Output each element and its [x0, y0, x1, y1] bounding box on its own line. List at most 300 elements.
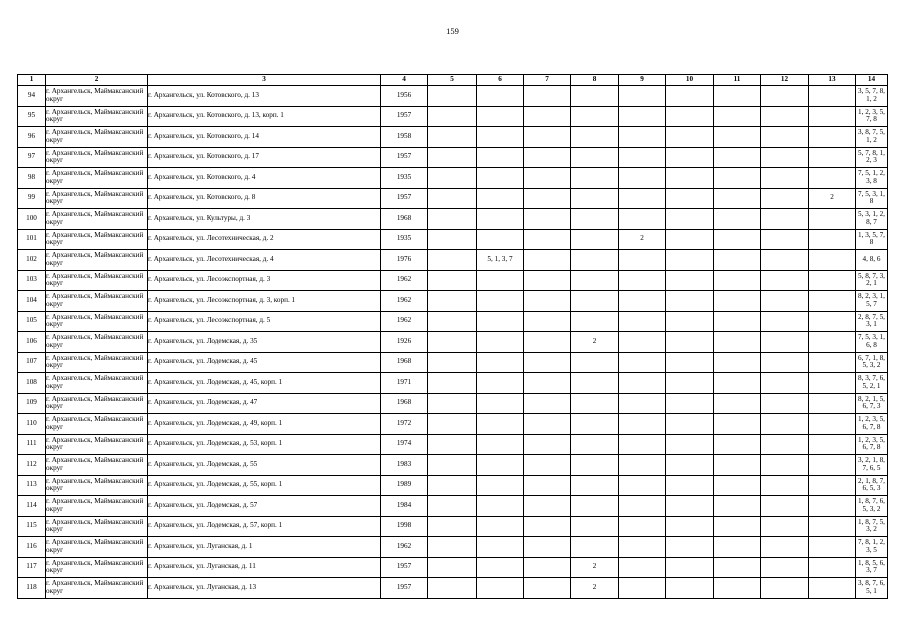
- col-9-cell: [619, 332, 666, 353]
- col-12-cell: [761, 86, 809, 107]
- col-6-cell: [477, 168, 524, 189]
- col-5-cell: [428, 455, 477, 476]
- col-13-cell: [809, 434, 856, 455]
- col-10-cell: [666, 475, 714, 496]
- district-cell: г. Архангельск, Маймаксанский округ: [46, 270, 148, 291]
- row-number: 99: [18, 188, 46, 209]
- col-6-cell: [477, 434, 524, 455]
- address-cell: г. Архангельск, ул. Лодемская, д. 47: [148, 393, 381, 414]
- table-row: [18, 229, 888, 250]
- col-12-cell: [761, 188, 809, 209]
- col-8-cell: 2: [571, 332, 619, 353]
- col-14-cell: 6, 7, 1, 8, 5, 3, 2: [856, 352, 888, 373]
- year-cell: 1968: [381, 352, 428, 373]
- year-cell: 1971: [381, 373, 428, 394]
- col-12-cell: [761, 209, 809, 230]
- col-9-cell: 2: [619, 229, 666, 250]
- row-number: 102: [18, 250, 46, 271]
- col-11-cell: [714, 557, 761, 578]
- year-cell: 1962: [381, 270, 428, 291]
- year-cell: 1926: [381, 332, 428, 353]
- col-9-cell: [619, 188, 666, 209]
- col-6-cell: [477, 537, 524, 558]
- col-11-cell: [714, 332, 761, 353]
- col-9-cell: [619, 250, 666, 271]
- col-5-cell: [428, 475, 477, 496]
- col-10-cell: [666, 393, 714, 414]
- col-13-cell: [809, 168, 856, 189]
- page-number: 159: [446, 26, 459, 36]
- col-13-cell: [809, 537, 856, 558]
- col-10-cell: [666, 106, 714, 127]
- col-14-cell: 7, 8, 1, 2, 3, 5: [856, 537, 888, 558]
- col-10-cell: [666, 455, 714, 476]
- col-12-cell: [761, 537, 809, 558]
- header-row: [18, 75, 888, 86]
- col-14-cell: 4, 8, 6: [856, 250, 888, 271]
- col-6-cell: [477, 352, 524, 373]
- col-9-cell: [619, 127, 666, 148]
- row-number: 118: [18, 578, 46, 599]
- col-8-cell: [571, 496, 619, 517]
- col-8-cell: [571, 475, 619, 496]
- col-8-cell: [571, 106, 619, 127]
- col-6-cell: [477, 557, 524, 578]
- year-cell: 1935: [381, 229, 428, 250]
- col-13-cell: [809, 475, 856, 496]
- district-cell: г. Архангельск, Маймаксанский округ: [46, 291, 148, 312]
- row-number: 108: [18, 373, 46, 394]
- year-cell: 1957: [381, 106, 428, 127]
- address-cell: г. Архангельск, ул. Котовского, д. 8: [148, 188, 381, 209]
- year-cell: 1957: [381, 147, 428, 168]
- col-5-cell: [428, 332, 477, 353]
- col-13-cell: [809, 373, 856, 394]
- col-14-cell: 7, 5, 3, 1, 6, 8: [856, 332, 888, 353]
- col-13-cell: [809, 455, 856, 476]
- column-header-7: 7: [524, 75, 571, 86]
- table-row: [18, 106, 888, 127]
- col-9-cell: [619, 209, 666, 230]
- col-10-cell: [666, 352, 714, 373]
- col-12-cell: [761, 373, 809, 394]
- row-number: 106: [18, 332, 46, 353]
- col-8-cell: [571, 147, 619, 168]
- district-cell: г. Архангельск, Маймаксанский округ: [46, 250, 148, 271]
- row-number: 107: [18, 352, 46, 373]
- col-12-cell: [761, 168, 809, 189]
- col-9-cell: [619, 86, 666, 107]
- column-header-6: 6: [477, 75, 524, 86]
- col-11-cell: [714, 373, 761, 394]
- col-10-cell: [666, 127, 714, 148]
- row-number: 105: [18, 311, 46, 332]
- district-cell: г. Архангельск, Маймаксанский округ: [46, 475, 148, 496]
- district-cell: г. Архангельск, Маймаксанский округ: [46, 127, 148, 148]
- column-header-2: 2: [46, 75, 148, 86]
- col-7-cell: [524, 147, 571, 168]
- year-cell: 1962: [381, 537, 428, 558]
- col-7-cell: [524, 209, 571, 230]
- col-9-cell: [619, 578, 666, 599]
- col-11-cell: [714, 496, 761, 517]
- col-13-cell: [809, 250, 856, 271]
- year-cell: 1989: [381, 475, 428, 496]
- col-8-cell: [571, 516, 619, 537]
- col-11-cell: [714, 106, 761, 127]
- col-14-cell: 3, 8, 7, 6, 5, 1: [856, 578, 888, 599]
- col-5-cell: [428, 352, 477, 373]
- col-11-cell: [714, 311, 761, 332]
- col-7-cell: [524, 291, 571, 312]
- col-6-cell: [477, 209, 524, 230]
- col-14-cell: 1, 8, 7, 6, 5, 3, 2: [856, 496, 888, 517]
- col-6-cell: [477, 229, 524, 250]
- col-10-cell: [666, 311, 714, 332]
- table-row: [18, 311, 888, 332]
- col-6-cell: [477, 393, 524, 414]
- col-6-cell: [477, 414, 524, 435]
- col-5-cell: [428, 168, 477, 189]
- column-header-14: 14: [856, 75, 888, 86]
- column-header-10: 10: [666, 75, 714, 86]
- col-5-cell: [428, 434, 477, 455]
- table-row: [18, 168, 888, 189]
- table-row: [18, 352, 888, 373]
- col-6-cell: [477, 270, 524, 291]
- col-7-cell: [524, 455, 571, 476]
- year-cell: 1956: [381, 86, 428, 107]
- col-5-cell: [428, 250, 477, 271]
- col-9-cell: [619, 516, 666, 537]
- col-7-cell: [524, 311, 571, 332]
- col-13-cell: [809, 496, 856, 517]
- row-number: 104: [18, 291, 46, 312]
- column-header-3: 3: [148, 75, 381, 86]
- col-5-cell: [428, 270, 477, 291]
- col-11-cell: [714, 475, 761, 496]
- row-number: 117: [18, 557, 46, 578]
- col-9-cell: [619, 168, 666, 189]
- col-8-cell: [571, 188, 619, 209]
- col-8-cell: 2: [571, 557, 619, 578]
- row-number: 112: [18, 455, 46, 476]
- col-6-cell: [477, 188, 524, 209]
- table-row: [18, 188, 888, 209]
- address-cell: г. Архангельск, ул. Луганская, д. 1: [148, 537, 381, 558]
- column-header-11: 11: [714, 75, 761, 86]
- col-13-cell: [809, 332, 856, 353]
- year-cell: 1958: [381, 127, 428, 148]
- col-7-cell: [524, 188, 571, 209]
- table-row: [18, 537, 888, 558]
- col-12-cell: [761, 311, 809, 332]
- table-row: [18, 250, 888, 271]
- col-6-cell: [477, 86, 524, 107]
- col-7-cell: [524, 352, 571, 373]
- col-10-cell: [666, 496, 714, 517]
- row-number: 94: [18, 86, 46, 107]
- table-row: [18, 516, 888, 537]
- address-cell: г. Архангельск, ул. Лесотехническая, д. 4: [148, 250, 381, 271]
- row-number: 113: [18, 475, 46, 496]
- address-cell: г. Архангельск, ул. Котовского, д. 4: [148, 168, 381, 189]
- table-row: [18, 475, 888, 496]
- col-11-cell: [714, 414, 761, 435]
- year-cell: 1957: [381, 578, 428, 599]
- col-14-cell: 5, 3, 1, 2, 8, 7: [856, 209, 888, 230]
- col-12-cell: [761, 270, 809, 291]
- col-10-cell: [666, 578, 714, 599]
- col-6-cell: [477, 332, 524, 353]
- col-9-cell: [619, 475, 666, 496]
- col-11-cell: [714, 209, 761, 230]
- address-cell: г. Архангельск, ул. Котовского, д. 17: [148, 147, 381, 168]
- col-6-cell: [477, 496, 524, 517]
- col-13-cell: [809, 127, 856, 148]
- col-9-cell: [619, 537, 666, 558]
- col-13-cell: [809, 86, 856, 107]
- address-cell: г. Архангельск, ул. Луганская, д. 13: [148, 578, 381, 599]
- col-9-cell: [619, 311, 666, 332]
- row-number: 103: [18, 270, 46, 291]
- year-cell: 1957: [381, 557, 428, 578]
- col-10-cell: [666, 168, 714, 189]
- col-13-cell: [809, 147, 856, 168]
- col-14-cell: 8, 2, 3, 1, 5, 7: [856, 291, 888, 312]
- col-8-cell: [571, 291, 619, 312]
- col-7-cell: [524, 86, 571, 107]
- table-row: [18, 557, 888, 578]
- address-cell: г. Архангельск, ул. Лодемская, д. 49, корп. 1: [148, 414, 381, 435]
- col-5-cell: [428, 209, 477, 230]
- year-cell: 1957: [381, 188, 428, 209]
- col-5-cell: [428, 373, 477, 394]
- col-7-cell: [524, 578, 571, 599]
- col-11-cell: [714, 270, 761, 291]
- col-13-cell: [809, 229, 856, 250]
- col-6-cell: [477, 455, 524, 476]
- col-13-cell: [809, 270, 856, 291]
- col-8-cell: 2: [571, 578, 619, 599]
- col-11-cell: [714, 578, 761, 599]
- district-cell: г. Архангельск, Маймаксанский округ: [46, 86, 148, 107]
- district-cell: г. Архангельск, Маймаксанский округ: [46, 229, 148, 250]
- col-8-cell: [571, 434, 619, 455]
- col-13-cell: [809, 516, 856, 537]
- col-9-cell: [619, 291, 666, 312]
- col-7-cell: [524, 332, 571, 353]
- col-12-cell: [761, 414, 809, 435]
- col-12-cell: [761, 106, 809, 127]
- year-cell: 1935: [381, 168, 428, 189]
- table-row: [18, 86, 888, 107]
- col-12-cell: [761, 434, 809, 455]
- col-13-cell: [809, 291, 856, 312]
- col-10-cell: [666, 250, 714, 271]
- col-6-cell: [477, 516, 524, 537]
- district-cell: г. Архангельск, Маймаксанский округ: [46, 352, 148, 373]
- col-5-cell: [428, 86, 477, 107]
- col-14-cell: 1, 3, 5, 7, 8: [856, 229, 888, 250]
- col-13-cell: [809, 311, 856, 332]
- col-8-cell: [571, 86, 619, 107]
- address-cell: г. Архангельск, ул. Лодемская, д. 53, корп. 1: [148, 434, 381, 455]
- col-13-cell: [809, 352, 856, 373]
- district-cell: г. Архангельск, Маймаксанский округ: [46, 373, 148, 394]
- col-8-cell: [571, 270, 619, 291]
- col-11-cell: [714, 352, 761, 373]
- col-10-cell: [666, 229, 714, 250]
- column-header-8: 8: [571, 75, 619, 86]
- year-cell: 1974: [381, 434, 428, 455]
- col-14-cell: 1, 2, 3, 5, 6, 7, 8: [856, 414, 888, 435]
- column-header-13: 13: [809, 75, 856, 86]
- col-11-cell: [714, 537, 761, 558]
- col-8-cell: [571, 127, 619, 148]
- row-number: 116: [18, 537, 46, 558]
- row-number: 114: [18, 496, 46, 517]
- col-11-cell: [714, 127, 761, 148]
- col-11-cell: [714, 250, 761, 271]
- table-row: [18, 373, 888, 394]
- address-cell: г. Архангельск, ул. Культуры, д. 3: [148, 209, 381, 230]
- col-14-cell: 5, 8, 7, 3, 2, 1: [856, 270, 888, 291]
- col-8-cell: [571, 373, 619, 394]
- col-9-cell: [619, 496, 666, 517]
- address-cell: г. Архангельск, ул. Лодемская, д. 55: [148, 455, 381, 476]
- district-cell: г. Архангельск, Маймаксанский округ: [46, 578, 148, 599]
- col-5-cell: [428, 516, 477, 537]
- col-11-cell: [714, 516, 761, 537]
- col-7-cell: [524, 516, 571, 537]
- district-cell: г. Архангельск, Маймаксанский округ: [46, 188, 148, 209]
- col-11-cell: [714, 393, 761, 414]
- col-8-cell: [571, 311, 619, 332]
- col-13-cell: [809, 393, 856, 414]
- address-cell: г. Архангельск, ул. Лодемская, д. 45, корп. 1: [148, 373, 381, 394]
- row-number: 101: [18, 229, 46, 250]
- col-10-cell: [666, 516, 714, 537]
- col-7-cell: [524, 537, 571, 558]
- col-14-cell: 8, 3, 7, 6, 5, 2, 1: [856, 373, 888, 394]
- table-row: [18, 455, 888, 476]
- col-14-cell: 7, 5, 1, 2, 3, 8: [856, 168, 888, 189]
- col-7-cell: [524, 393, 571, 414]
- district-cell: г. Архангельск, Маймаксанский округ: [46, 537, 148, 558]
- year-cell: 1976: [381, 250, 428, 271]
- year-cell: 1972: [381, 414, 428, 435]
- col-14-cell: 3, 2, 1, 8, 7, 6, 5: [856, 455, 888, 476]
- table-row: [18, 127, 888, 148]
- col-7-cell: [524, 496, 571, 517]
- col-7-cell: [524, 373, 571, 394]
- col-7-cell: [524, 106, 571, 127]
- column-header-9: 9: [619, 75, 666, 86]
- row-number: 96: [18, 127, 46, 148]
- col-13-cell: [809, 414, 856, 435]
- col-12-cell: [761, 250, 809, 271]
- row-number: 110: [18, 414, 46, 435]
- col-14-cell: 3, 8, 7, 5, 1, 2: [856, 127, 888, 148]
- col-14-cell: 8, 2, 1, 5, 6, 7, 3: [856, 393, 888, 414]
- col-9-cell: [619, 106, 666, 127]
- col-10-cell: [666, 188, 714, 209]
- col-11-cell: [714, 168, 761, 189]
- col-14-cell: 2, 1, 8, 7, 6, 5, 3: [856, 475, 888, 496]
- district-cell: г. Архангельск, Маймаксанский округ: [46, 393, 148, 414]
- col-14-cell: 5, 7, 8, 1, 2, 3: [856, 147, 888, 168]
- col-5-cell: [428, 496, 477, 517]
- col-14-cell: 3, 5, 7, 8, 1, 2: [856, 86, 888, 107]
- district-cell: г. Архангельск, Маймаксанский округ: [46, 434, 148, 455]
- row-number: 111: [18, 434, 46, 455]
- district-cell: г. Архангельск, Маймаксанский округ: [46, 311, 148, 332]
- column-header-5: 5: [428, 75, 477, 86]
- col-13-cell: [809, 106, 856, 127]
- col-9-cell: [619, 352, 666, 373]
- col-8-cell: [571, 537, 619, 558]
- address-cell: г. Архангельск, ул. Котовского, д. 13, корп. 1: [148, 106, 381, 127]
- col-7-cell: [524, 270, 571, 291]
- col-7-cell: [524, 229, 571, 250]
- col-12-cell: [761, 557, 809, 578]
- col-10-cell: [666, 373, 714, 394]
- col-8-cell: [571, 352, 619, 373]
- col-14-cell: 2, 8, 7, 5, 3, 1: [856, 311, 888, 332]
- address-cell: г. Архангельск, ул. Лодемская, д. 55, корп. 1: [148, 475, 381, 496]
- col-11-cell: [714, 455, 761, 476]
- col-14-cell: 1, 2, 3, 5, 7, 8: [856, 106, 888, 127]
- col-12-cell: [761, 147, 809, 168]
- year-cell: 1968: [381, 209, 428, 230]
- address-cell: г. Архангельск, ул. Котовского, д. 13: [148, 86, 381, 107]
- col-8-cell: [571, 250, 619, 271]
- col-5-cell: [428, 537, 477, 558]
- col-5-cell: [428, 188, 477, 209]
- col-8-cell: [571, 455, 619, 476]
- address-cell: г. Архангельск, ул. Лесоэкспортная, д. 3: [148, 270, 381, 291]
- column-header-12: 12: [761, 75, 809, 86]
- col-14-cell: 1, 8, 5, 6, 3, 7: [856, 557, 888, 578]
- table-row: [18, 496, 888, 517]
- col-12-cell: [761, 393, 809, 414]
- col-12-cell: [761, 332, 809, 353]
- table-row: [18, 147, 888, 168]
- col-11-cell: [714, 229, 761, 250]
- table-row: [18, 332, 888, 353]
- col-8-cell: [571, 229, 619, 250]
- col-6-cell: [477, 291, 524, 312]
- row-number: 98: [18, 168, 46, 189]
- col-12-cell: [761, 475, 809, 496]
- col-8-cell: [571, 168, 619, 189]
- table-row: [18, 209, 888, 230]
- col-7-cell: [524, 557, 571, 578]
- col-10-cell: [666, 537, 714, 558]
- col-6-cell: [477, 373, 524, 394]
- col-12-cell: [761, 291, 809, 312]
- table-row: [18, 393, 888, 414]
- col-5-cell: [428, 106, 477, 127]
- col-11-cell: [714, 147, 761, 168]
- col-12-cell: [761, 516, 809, 537]
- year-cell: 1998: [381, 516, 428, 537]
- table-row: [18, 414, 888, 435]
- col-13-cell: 2: [809, 188, 856, 209]
- column-header-4: 4: [381, 75, 428, 86]
- col-7-cell: [524, 127, 571, 148]
